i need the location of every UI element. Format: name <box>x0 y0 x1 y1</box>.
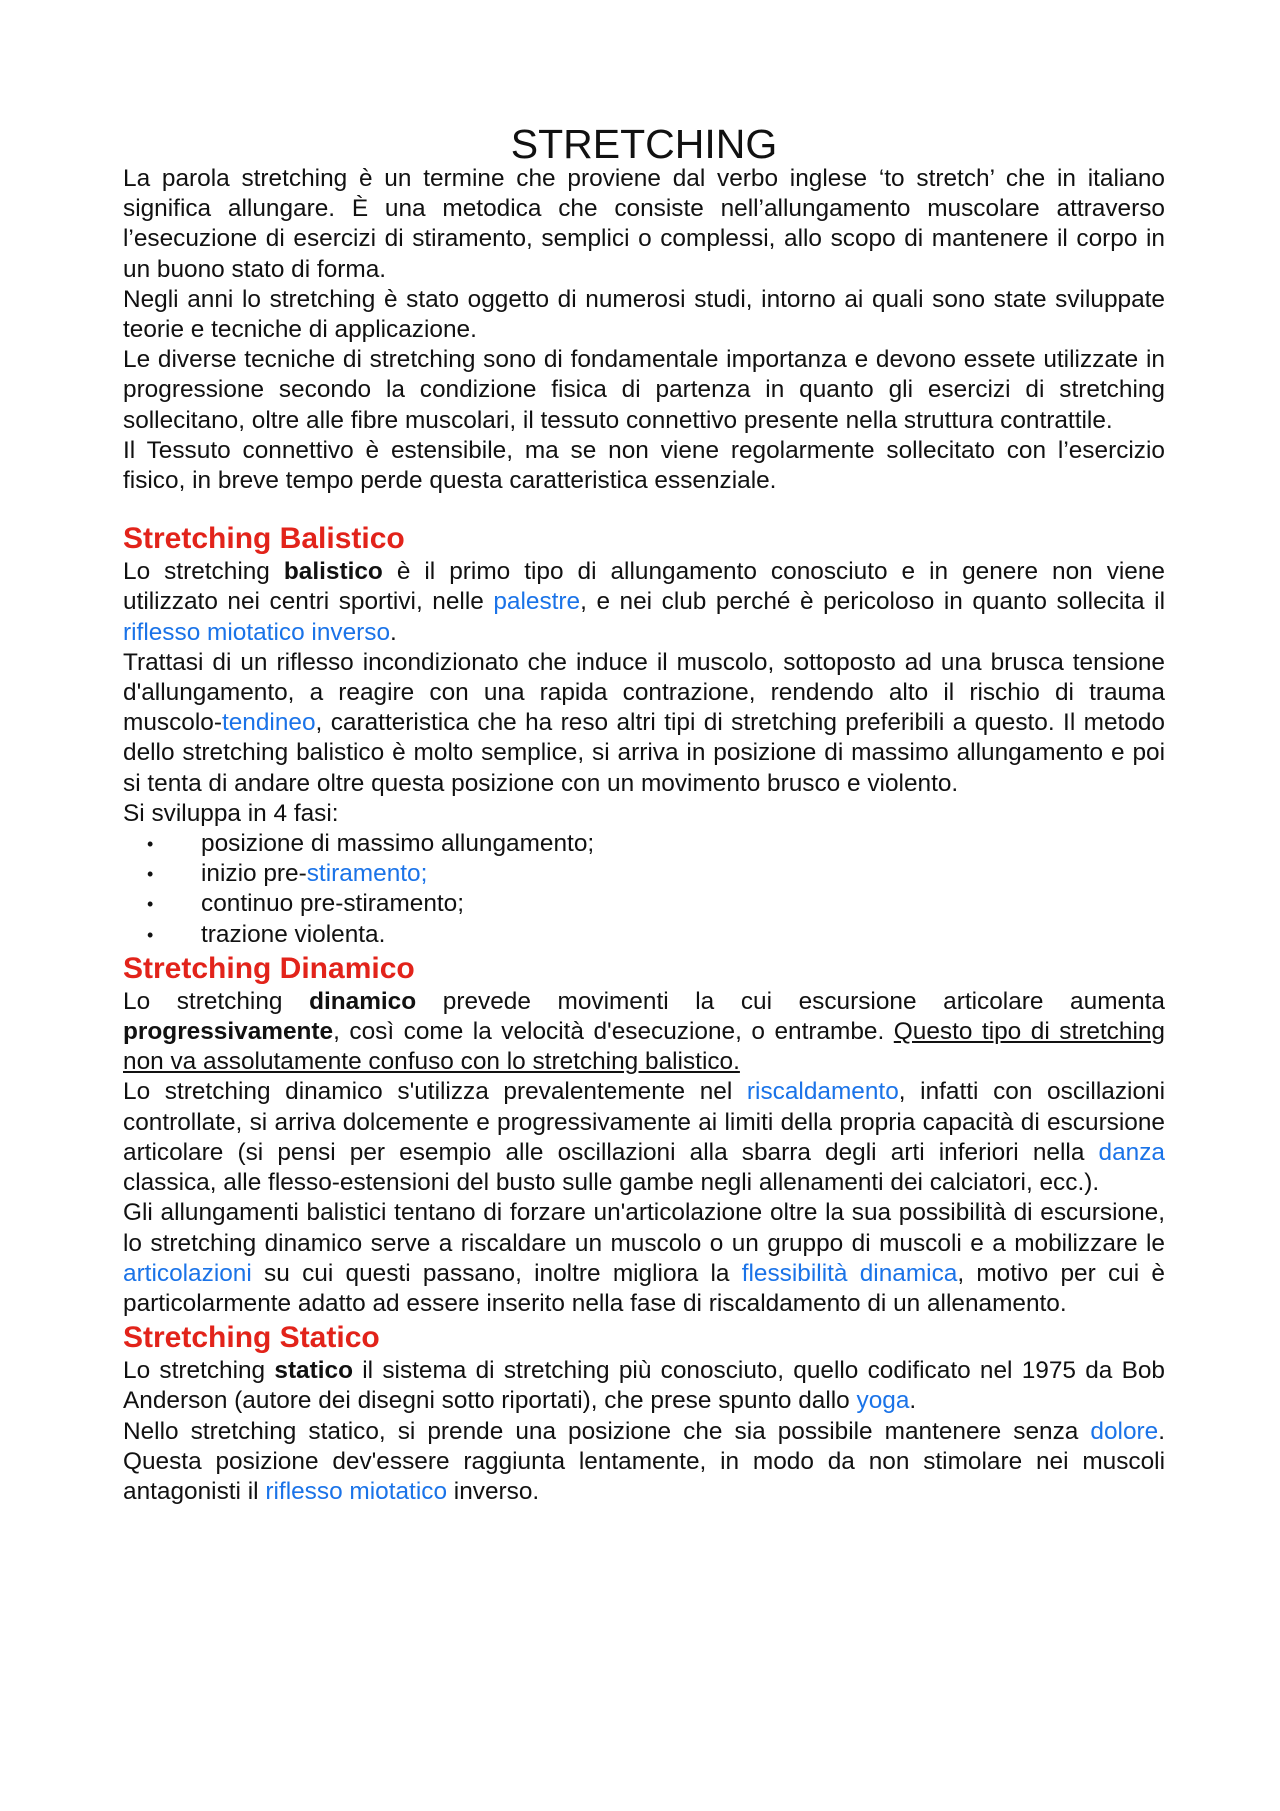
list-item-text: posizione di massimo allungamento; <box>201 830 595 858</box>
text-run: , motivo per cui è particolarmente adatto ad essere inserito nella fase di riscaldamento di un allenamento. <box>123 1259 1165 1317</box>
link-flessibilita-dinamica[interactable]: flessibilità dinamica <box>741 1259 958 1287</box>
section-heading-statico: Stretching Statico <box>123 1321 380 1355</box>
link-articolazioni[interactable]: articolazioni <box>123 1259 252 1287</box>
list-item-text: continuo pre-stiramento; <box>201 890 465 918</box>
link-yoga[interactable]: yoga <box>856 1387 910 1415</box>
text-run: , così come la velocità d'esecuzione, o entrambe. <box>333 1018 894 1046</box>
phases-list <box>123 829 1165 950</box>
text-run: . <box>390 618 397 646</box>
dinamico-paragraph-3 <box>123 1198 1165 1319</box>
section-heading-balistico: Stretching Balistico <box>123 522 405 556</box>
text-run: Nello stretching statico, si prende una posizione che sia possibile mantenere senza <box>123 1417 1091 1445</box>
bold-term-balistico: balistico <box>283 558 383 586</box>
section-heading-dinamico: Stretching Dinamico <box>123 951 415 985</box>
text-run: , caratteristica che ha reso altri tipi di stretching preferibili a questo. Il metodo dello stretching balistico è molto semplice, si arriva in posizione di massimo allungamento e poi si tenta di andare oltre questa posizione con un movimento brusco e violento. <box>123 709 1165 797</box>
intro-paragraph-2: Negli anni lo stretching è stato oggetto di numerosi studi, intorno ai quali sono state sviluppate teorie e tecniche di applicazione. <box>123 285 1165 344</box>
list-item <box>123 920 1165 950</box>
statico-paragraph-1 <box>123 1356 1165 1416</box>
text-run: è il primo tipo di allungamento conosciuto e in genere non viene utilizzato nei centri sportivi, nelle <box>123 558 1166 616</box>
text-run: prevede movimenti la cui escursione articolare aumenta <box>416 987 1165 1015</box>
phases-intro: Si sviluppa in 4 fasi: <box>123 799 339 827</box>
text-run: Lo stretching <box>123 1357 275 1385</box>
list-item <box>123 889 1165 919</box>
link-palestre[interactable]: palestre <box>493 588 581 616</box>
page-title: STRETCHING <box>510 121 778 167</box>
text-run: . Questa posizione dev'essere raggiunta lentamente, in modo da non stimolare nei muscoli antagonisti il <box>123 1417 1165 1505</box>
link-riscaldamento[interactable]: riscaldamento <box>746 1078 899 1106</box>
text-run: Gli allungamenti balistici tentano di forzare un'articolazione oltre la sua possibilità di escursione, lo stretching dinamico serve a riscaldare un muscolo o un gruppo di muscoli e a mobilizzare le <box>123 1199 1165 1257</box>
intro-paragraph-4: Il Tessuto connettivo è estensibile, ma se non viene regolarmente sollecitato con l’esercizio fisico, in breve tempo perde questa caratteristica essenziale. <box>123 436 1165 495</box>
text-run: Lo stretching <box>123 558 284 586</box>
bullet-icon: • <box>147 894 154 915</box>
text-run: il sistema di stretching più conosciuto, quello codificato nel 1975 da Bob Anderson (autore dei disegni sotto riportati), che prese spunto dallo <box>123 1357 1165 1415</box>
text-run: su cui questi passano, inoltre migliora la <box>251 1259 742 1287</box>
text-run: inverso. <box>447 1477 540 1505</box>
intro-paragraph-1: La parola stretching è un termine che proviene dal verbo inglese ‘to stretch’ che in italiano significa allungare. È una metodica che consiste nell’allungamento muscolare attraverso l’esecuzione di esercizi di stiramento, semplici o complessi, allo scopo di mantenere il corpo in un buono stato di forma. <box>123 165 1165 283</box>
document-page <box>123 120 1165 1507</box>
list-item <box>123 829 1165 859</box>
underlined-warning: Questo tipo di stretching non va assolutamente confuso con lo stretching balistico. <box>123 1018 1165 1076</box>
balistico-paragraph-2 <box>123 648 1165 799</box>
link-tendineo[interactable]: tendineo <box>221 709 316 737</box>
bold-term-statico: statico <box>274 1357 353 1385</box>
text-run: classica, alle flesso-estensioni del busto sulle gambe negli allenamenti dei calciatori, ecc.). <box>123 1169 1100 1197</box>
dinamico-paragraph-1 <box>123 987 1165 1078</box>
link-dolore[interactable]: dolore <box>1090 1417 1159 1445</box>
dinamico-paragraph-2 <box>123 1077 1165 1198</box>
link-danza[interactable]: danza <box>1098 1138 1165 1166</box>
intro-paragraph-3: Le diverse tecniche di stretching sono di fondamentale importanza e devono essete utilizzate in progressione secondo la condizione fisica di partenza in quanto gli esercizi di stretching sollecitano, oltre alle fibre muscolari, il tessuto connettivo presente nella struttura contrattile. <box>123 346 1165 434</box>
bold-term-dinamico: dinamico <box>309 987 417 1015</box>
bullet-icon: • <box>147 834 154 855</box>
text-run: Trattasi di un riflesso incondizionato che induce il muscolo, sottoposto ad una brusca tensione d'allungamento, a reagire con una rapida contrazione, rendendo alto il rischio di trauma muscolo- <box>123 648 1165 737</box>
list-item <box>123 859 1165 889</box>
text-run: . <box>909 1387 917 1415</box>
list-item-text: inizio pre- <box>201 860 307 888</box>
bullet-icon: • <box>147 924 154 945</box>
text-run: , e nei club perché è pericoloso in quanto sollecita il <box>580 588 1165 616</box>
list-item-text: trazione violenta. <box>201 920 386 948</box>
balistico-paragraph-1 <box>123 557 1165 648</box>
bold-term-progressivamente: progressivamente <box>123 1018 334 1046</box>
link-riflesso-miotatico[interactable]: riflesso miotatico <box>265 1477 448 1505</box>
bullet-icon: • <box>147 864 154 885</box>
text-run: Lo stretching <box>123 987 310 1015</box>
link-riflesso-miotatico-inverso[interactable]: riflesso miotatico inverso <box>123 618 391 646</box>
text-run: Lo stretching dinamico s'utilizza prevalentemente nel <box>123 1078 747 1106</box>
statico-paragraph-2 <box>123 1417 1165 1508</box>
text-run: , infatti con oscillazioni controllate, si arriva dolcemente e progressivamente ai limiti della propria capacità di escursione articolare (si pensi per esempio alle oscillazioni alla sbarra degli arti inferiori nella <box>123 1078 1165 1166</box>
link-stiramento[interactable]: stiramento; <box>306 860 428 888</box>
